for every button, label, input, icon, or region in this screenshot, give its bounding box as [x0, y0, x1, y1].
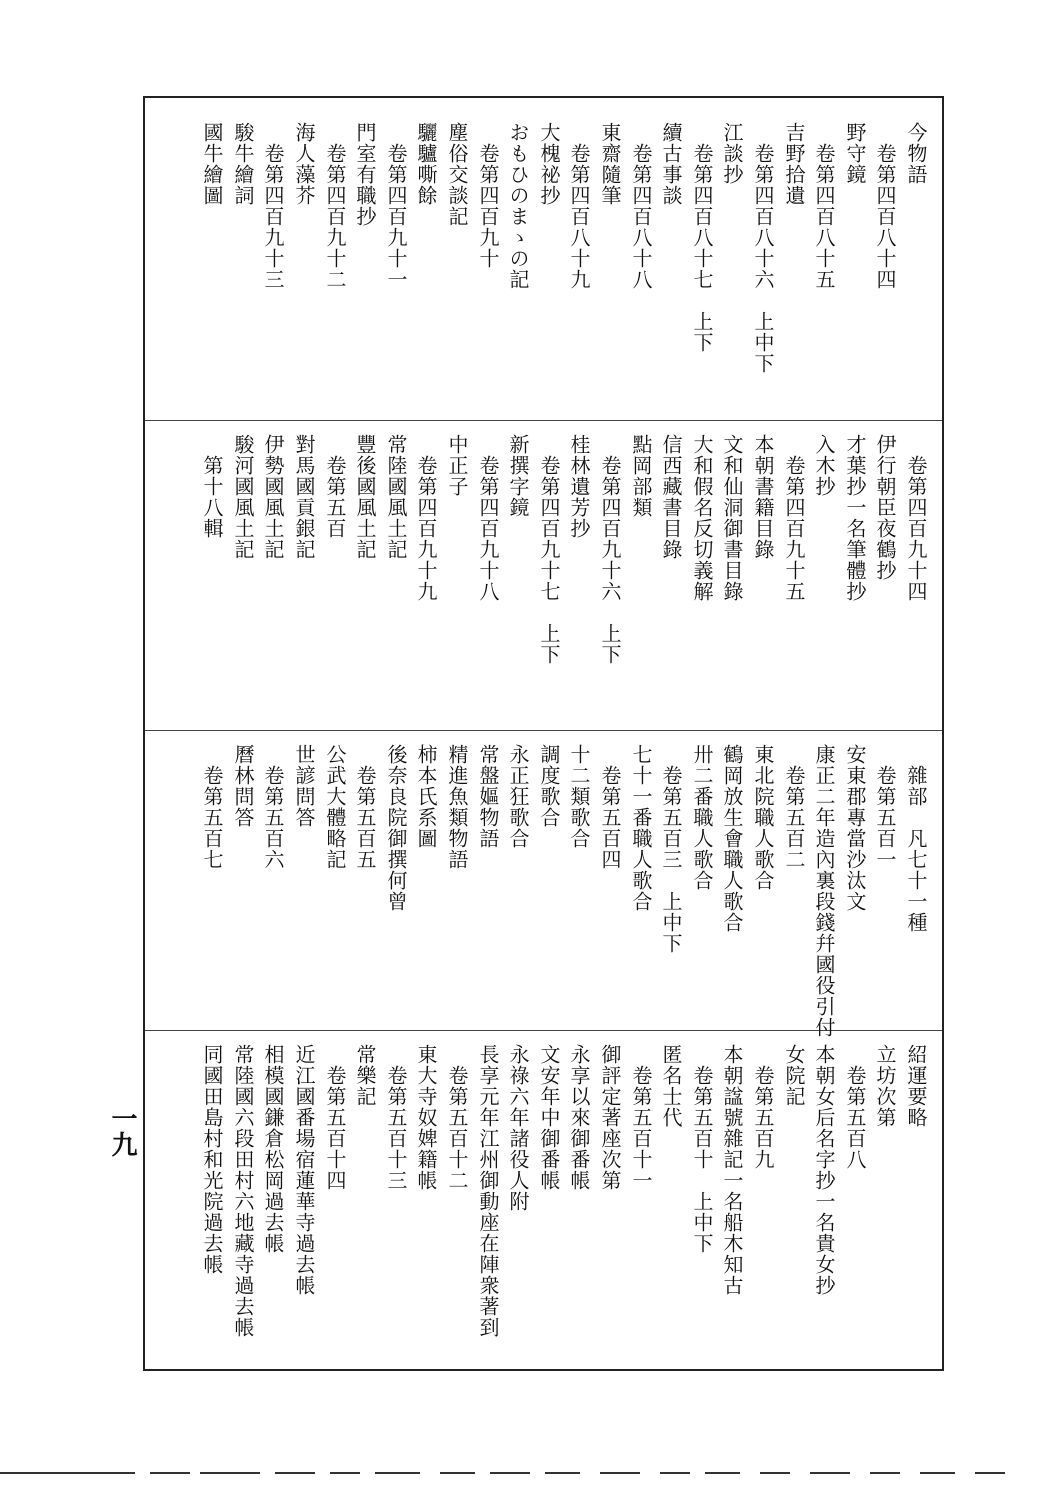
text-column: 卷第四百八十六 上中下 — [751, 122, 775, 374]
text-column: 調度歌合 — [537, 744, 561, 828]
text-column: 本朝女后名字抄一名貴女抄 — [812, 1044, 836, 1296]
bottom-rule — [0, 1472, 1046, 1476]
text-column: 駿牛繪詞 — [231, 122, 255, 206]
text-column: 門室有職抄 — [353, 122, 377, 227]
text-column: 卷第五百六 — [261, 744, 285, 870]
text-column: 卷第五百 — [323, 434, 347, 539]
text-column: 紹運要略 — [904, 1044, 928, 1128]
text-column: 國牛繪圖 — [200, 122, 224, 206]
text-column: 卷第四百九十五 — [782, 434, 806, 602]
text-column: 常盤嫗物語 — [476, 744, 500, 849]
text-column: 大和假名反切義解 — [690, 434, 714, 602]
text-column: 卷第四百九十 — [476, 122, 500, 269]
text-column: 匿名士代 — [659, 1044, 683, 1128]
text-column: 續古事談 — [659, 122, 683, 206]
page-number: 一九 — [107, 1105, 137, 1157]
text-column: 本朝書籍目錄 — [751, 434, 775, 560]
text-column: 永享以來御番帳 — [567, 1044, 591, 1191]
text-column: 卷第四百九十二 — [323, 122, 347, 290]
text-column: 卷第四百八十八 — [629, 122, 653, 290]
text-column: 卷第四百九十九 — [414, 434, 438, 602]
text-column: 卷第五百二 — [782, 744, 806, 870]
text-column: 卷第四百八十九 — [567, 122, 591, 290]
text-column: 卷第四百八十七 上下 — [690, 122, 714, 353]
text-column: 卷第四百九十八 — [476, 434, 500, 602]
text-column: 雜部 凡七十一種 — [904, 744, 928, 933]
text-column: 公武大體略記 — [323, 744, 347, 870]
text-column: 大槐祕抄 — [537, 122, 561, 206]
section-divider — [145, 420, 942, 421]
text-column: 卷第五百八 — [843, 1044, 867, 1170]
text-column: 卷第四百八十四 — [873, 122, 897, 290]
text-column: 安東郡專當沙汰文 — [843, 744, 867, 912]
text-column: 卷第五百十一 — [629, 1044, 653, 1191]
text-column: 本朝諡號雜記一名船木知古 — [720, 1044, 744, 1296]
text-column: 卷第五百四 — [598, 744, 622, 870]
text-column: 卷第五百三 上中下 — [659, 744, 683, 954]
text-column: 驪驢嘶餘 — [414, 122, 438, 206]
text-column: 卷第四百九十一 — [384, 122, 408, 290]
text-column: 卷第四百九十七 上下 — [537, 434, 561, 665]
text-column: 卅二番職人歌合 — [690, 744, 714, 891]
text-column: 卷第四百八十五 — [812, 122, 836, 290]
text-column: 塵俗交談記 — [445, 122, 469, 227]
text-column: 伊行朝臣夜鶴抄 — [873, 434, 897, 581]
text-column: 御評定著座次第 — [598, 1044, 622, 1191]
text-column: 中正子 — [445, 434, 469, 497]
text-column: 相模國鎌倉松岡過去帳 — [261, 1044, 285, 1254]
text-column: 康正二年造內裏段錢幷國役引付 — [812, 744, 836, 1038]
text-column: 桂林遺芳抄 — [567, 434, 591, 539]
text-column: 駿河國風土記 — [231, 434, 255, 560]
text-column: 卷第五百十三 — [384, 1044, 408, 1191]
text-column: 江談抄 — [720, 122, 744, 185]
text-column: 東北院職人歌合 — [751, 744, 775, 891]
text-column: 卷第五百一 — [873, 744, 897, 870]
text-column: 卷第五百七 — [200, 744, 224, 870]
text-column: 長享元年江州御動座在陣衆著到 — [476, 1044, 500, 1338]
text-column: 精進魚類物語 — [445, 744, 469, 870]
text-column: 文安年中御番帳 — [537, 1044, 561, 1191]
text-column: 世諺問答 — [292, 744, 316, 828]
text-column: 海人藻芥 — [292, 122, 316, 206]
text-column: 卷第五百九 — [751, 1044, 775, 1170]
text-column: 柿本氏系圖 — [414, 744, 438, 849]
text-column: おもひのまゝの記 — [506, 122, 530, 290]
text-column: 卷第四百九十三 — [261, 122, 285, 290]
text-column: 信西藏書目錄 — [659, 434, 683, 560]
text-column: 卷第五百十 上中下 — [690, 1044, 714, 1254]
text-column: 曆林問答 — [231, 744, 255, 828]
text-column: 入木抄 — [812, 434, 836, 497]
text-column: 東齋隨筆 — [598, 122, 622, 206]
text-column: 常陸國六段田村六地藏寺過去帳 — [231, 1044, 255, 1338]
text-column: 新撰字鏡 — [506, 434, 530, 518]
text-column: 永祿六年諸役人附 — [506, 1044, 530, 1212]
text-column: 卷第五百五 — [353, 744, 377, 870]
text-column: 野守鏡 — [843, 122, 867, 185]
text-column: 卷第五百十二 — [445, 1044, 469, 1191]
text-column: 東大寺奴婢籍帳 — [414, 1044, 438, 1191]
text-column: 第十八輯 — [200, 434, 224, 539]
text-column: 立坊次第 — [873, 1044, 897, 1128]
text-column: 才葉抄一名筆體抄 — [843, 434, 867, 602]
text-column: 文和仙洞御書目錄 — [720, 434, 744, 602]
text-column: 七十一番職人歌合 — [629, 744, 653, 912]
text-column: 伊勢國風土記 — [261, 434, 285, 560]
text-column: 後奈良院御撰何曾 — [384, 744, 408, 912]
text-column: 卷第四百九十四 — [904, 434, 928, 602]
text-column: 常樂記 — [353, 1044, 377, 1107]
text-column: 卷第五百十四 — [323, 1044, 347, 1191]
text-column: 鶴岡放生會職人歌合 — [720, 744, 744, 933]
text-column: 對馬國貢銀記 — [292, 434, 316, 560]
text-column: 同國田島村和光院過去帳 — [200, 1044, 224, 1275]
section-divider — [145, 730, 942, 731]
text-column: 點岡部類 — [629, 434, 653, 518]
text-column: 豐後國風土記 — [353, 434, 377, 560]
text-column: 十二類歌合 — [567, 744, 591, 849]
text-column: 女院記 — [782, 1044, 806, 1107]
text-column: 卷第四百九十六 上下 — [598, 434, 622, 665]
text-column: 今物語 — [904, 122, 928, 185]
text-column: 永正狂歌合 — [506, 744, 530, 849]
page-frame — [143, 96, 944, 1371]
text-column: 常陸國風土記 — [384, 434, 408, 560]
text-column: 吉野拾遺 — [782, 122, 806, 206]
text-column: 近江國番場宿蓮華寺過去帳 — [292, 1044, 316, 1296]
